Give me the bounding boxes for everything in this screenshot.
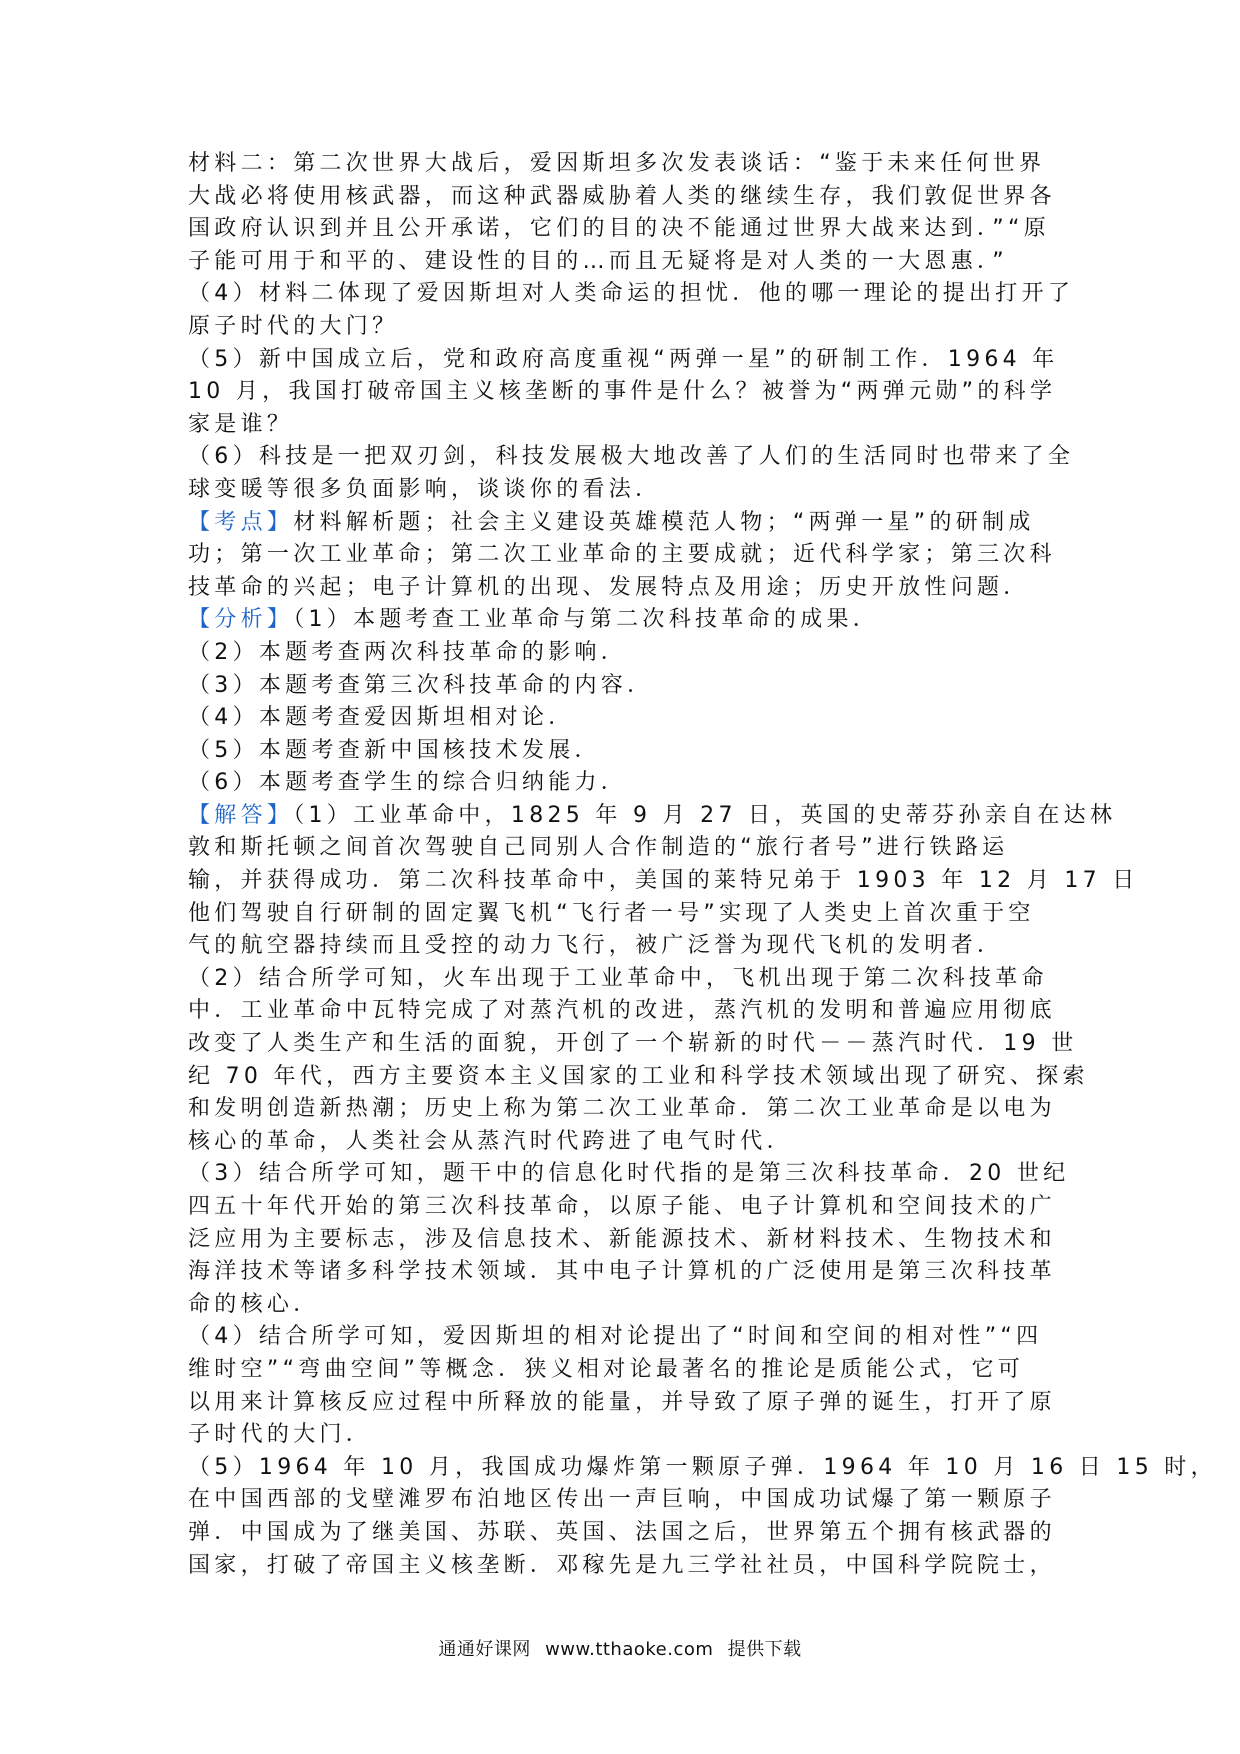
- question-6: （6）科技是一把双刃剑，科技发展极大地改善了人们的生活同时也带来了全: [188, 444, 1075, 470]
- kaodian-section: [188, 507, 1058, 540]
- footer-url[interactable]: www.tthaoke.com: [545, 1639, 714, 1660]
- jieda-section: [188, 800, 1117, 833]
- text-line: 国政府认识到并且公开承诺，它们的目的决不能通过世界大战来达到．”“原: [188, 216, 1050, 242]
- text-line: 敦和斯托顿之间首次驾驶自己同别人合作制造的“旅行者号”进行铁路运: [188, 835, 1009, 861]
- text-line: 改变了人类生产和生活的面貌，开创了一个崭新的时代－－蒸汽时代．19 世: [188, 1031, 1078, 1057]
- kaodian-tag: 【考点】: [188, 509, 294, 535]
- kaodian-text: 材料解析题；社会主义建设英雄模范人物；“两弹一星”的研制成: [293, 509, 1035, 535]
- text-line: 泛应用为主要标志，涉及信息技术、新能源技术、新材料技术、生物技术和: [188, 1226, 1056, 1252]
- text-line: 中．工业革命中瓦特完成了对蒸汽机的改进，蒸汽机的发明和普遍应用彻底: [188, 998, 1056, 1024]
- jieda-text: （1）工业革命中，1825 年 9 月 27 日，英国的史蒂芬孙亲自在达林: [293, 802, 1117, 828]
- text-line: 子时代的大门．: [188, 1422, 373, 1448]
- text-line: （2）本题考查两次科技革命的影响．: [188, 639, 628, 665]
- jieda-tag: 【解答】: [188, 802, 294, 828]
- footer-suffix: 提供下载: [727, 1639, 802, 1660]
- text-line: （3）结合所学可知，题干中的信息化时代指的是第三次科技革命．20 世纪: [188, 1161, 1070, 1187]
- text-line: 输，并获得成功．第二次科技革命中，美国的莱特兄弟于 1903 年 12 月 17 日: [188, 868, 1139, 894]
- fenxi-text: （1）本题考查工业革命与第二次科技革命的成果．: [293, 607, 880, 633]
- text-line: 国家，打破了帝国主义核垄断．邓稼先是九三学社社员，中国科学院院士，: [188, 1552, 1056, 1578]
- question-5: （5）新中国成立后，党和政府高度重视“两弹一星”的研制工作．1964 年: [188, 346, 1059, 372]
- text-line: 海洋技术等诸多科学技术领域．其中电子计算机的广泛使用是第三次科技革: [188, 1259, 1056, 1285]
- page-footer: [0, 1635, 1240, 1661]
- text-line: 气的航空器持续而且受控的动力飞行，被广泛誉为现代飞机的发明者．: [188, 933, 1004, 959]
- text-line: （4）结合所学可知，爱因斯坦的相对论提出了“时间和空间的相对性”“四: [188, 1324, 1043, 1350]
- text-line: 命的核心．: [188, 1291, 320, 1317]
- text-line: 维时空”“弯曲空间”等概念．狭义相对论最著名的推论是质能公式，它可: [188, 1356, 1025, 1382]
- text-line: 球变暖等很多负面影响，谈谈你的看法．: [188, 476, 662, 502]
- text-line: 原子时代的大门？: [188, 313, 399, 339]
- text-line: 技革命的兴起；电子计算机的出现、发展特点及用途；历史开放性问题．: [188, 574, 1030, 600]
- question-4: （4）材料二体现了爱因斯坦对人类命运的担忧．他的哪一理论的提出打开了: [188, 281, 1075, 307]
- text-line: （5）本题考查新中国核技术发展．: [188, 737, 601, 763]
- text-line: 核心的革命，人类社会从蒸汽时代跨进了电气时代．: [188, 1128, 793, 1154]
- text-line: 弹．中国成为了继美国、苏联、英国、法国之后，世界第五个拥有核武器的: [188, 1519, 1056, 1545]
- text-line: （6）本题考查学生的综合归纳能力．: [188, 770, 628, 796]
- text-line: 四五十年代开始的第三次科技革命，以原子能、电子计算机和空间技术的广: [188, 1194, 1056, 1219]
- text-line: 材料二：第二次世界大战后，爱因斯坦多次发表谈话：“鉴于未来任何世界: [188, 151, 1046, 176]
- text-line: 大战必将使用核武器，而这种武器威胁着人类的继续生存，我们敦促世界各: [188, 183, 1056, 209]
- document-page: [188, 148, 1217, 1582]
- text-line: （5）1964 年 10 月，我国成功爆炸第一颗原子弹．1964 年 10 月 16 日 15 时，: [188, 1454, 1217, 1480]
- text-line: 他们驾驶自行研制的固定翼飞机“飞行者一号”实现了人类史上首次重于空: [188, 900, 1035, 926]
- text-line: 家是谁？: [188, 411, 294, 437]
- footer-site-name: 通通好课网: [438, 1639, 531, 1660]
- text-line: 和发明创造新热潮；历史上称为第二次工业革命．第二次工业革命是以电为: [188, 1096, 1056, 1122]
- text-line: 在中国西部的戈壁滩罗布泊地区传出一声巨响，中国成功试爆了第一颗原子: [188, 1487, 1056, 1513]
- text-line: （2）结合所学可知，火车出现于工业革命中，飞机出现于第二次科技革命: [188, 965, 1048, 991]
- fenxi-tag: 【分析】: [188, 607, 294, 633]
- fenxi-section: [188, 604, 1058, 637]
- text-line: （4）本题考查爱因斯坦相对论．: [188, 705, 575, 731]
- text-line: 以用来计算核反应过程中所释放的能量，并导致了原子弹的诞生，打开了原: [188, 1389, 1056, 1415]
- text-line: 子能可用于和平的、建设性的目的…而且无疑将是对人类的一大恩惠．”: [188, 248, 1008, 274]
- text-line: 10 月，我国打破帝国主义核垄断的事件是什么？被誉为“两弹元勋”的科学: [188, 379, 1057, 405]
- text-line: 功；第一次工业革命；第二次工业革命的主要成就；近代科学家；第三次科: [188, 542, 1056, 568]
- text-line: 纪 70 年代，西方主要资本主义国家的工业和科学技术领域出现了研究、探索: [188, 1063, 1089, 1089]
- text-line: （3）本题考查第三次科技革命的内容．: [188, 672, 654, 698]
